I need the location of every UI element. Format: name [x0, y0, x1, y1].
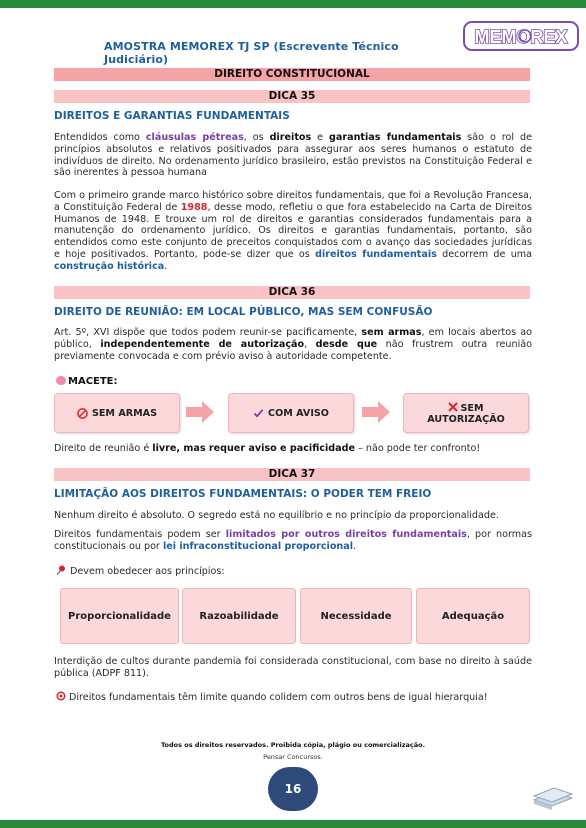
- principle-razoabilidade: Razoabilidade: [182, 588, 296, 644]
- dica36-summary: Direito de reunião é livre, mas requer aviso e pacificidade – não pode ter confronto!: [54, 443, 481, 454]
- page-number: 16: [268, 767, 318, 811]
- dica35-paragraph-2: Com o primeiro grande marco histórico sobre direitos fundamentais, que foi a Revolução Francesa, a Constituição Federal de 1988, desse modo, refletiu o que fora estabelecido na Carta de Direitos Humanos de 1948. E trouxe um rol de direitos e garantias considerados fundamentais para a manutenção do ordenamento jurídico. Os direitos e garantias fundamentais, portanto, são entendidos como este conjunto de preceitos conquistados com o avanço das sociedades jurídicas e hoje positivados. Portanto, pode-se dizer que os direitos fundamentais decorrem de uma construção histórica.: [54, 190, 532, 272]
- dica37-paragraph-1: Nenhum direito é absoluto. O segredo está no equilíbrio e no princípio da proporcionalidade.: [54, 510, 499, 521]
- principle-proporcionalidade: Proporcionalidade: [60, 588, 179, 644]
- arrow-right-icon: [362, 401, 390, 423]
- dica35-band: DICA 35: [54, 90, 530, 103]
- brain-icon: [56, 376, 66, 385]
- step-sem-autorizacao: SEM AUTORIZAÇÃO: [403, 393, 529, 433]
- header-title: AMOSTRA MEMOREX TJ SP (Escrevente Técnico Judiciário): [104, 40, 399, 66]
- discipline-band: DIREITO CONSTITUCIONAL: [54, 68, 530, 81]
- no-entry-icon: [77, 408, 88, 419]
- cross-icon: [448, 402, 458, 412]
- principle-necessidade: Necessidade: [300, 588, 412, 644]
- dica37-title: LIMITAÇÃO AOS DIREITOS FUNDAMENTAIS: O PODER TEM FREIO: [54, 488, 432, 500]
- dica37-paragraph-4: Direitos fundamentais têm limite quando colidem com outros bens de igual hierarquia!: [56, 691, 534, 704]
- dica36-title: DIREITO DE REUNIÃO: EM LOCAL PÚBLICO, MAS SEM CONFUSÃO: [54, 306, 433, 318]
- principles-intro: Devem obedecer aos princípios:: [56, 565, 534, 578]
- footer-rights: Todos os direitos reservados. Proibida cópia, plágio ou comercialização.: [160, 741, 426, 749]
- pushpin-icon: [56, 565, 66, 575]
- dica36-paragraph-1: Art. 5º, XVI dispõe que todos podem reunir-se pacificamente, sem armas, em locais abertos ao público, independentemente de autorização, desde que não frustrem outra reunião previamente convocada e com prévio aviso à autoridade competente.: [54, 327, 532, 362]
- svg-text:MEMOREX: MEMOREX: [474, 27, 568, 47]
- footer-brand: Pensar Concursos.: [263, 753, 323, 761]
- dica37-band: DICA 37: [54, 468, 530, 481]
- step-sem-armas: SEM ARMAS: [54, 393, 180, 433]
- dica37-paragraph-3: Interdição de cultos durante pandemia foi considerada constitucional, com base no direito à saúde pública (ADPF 811).: [54, 656, 532, 679]
- check-icon: [253, 408, 264, 418]
- target-icon: [56, 691, 66, 701]
- dica35-title: DIREITOS E GARANTIAS FUNDAMENTAIS: [54, 110, 290, 122]
- arrow-right-icon: [186, 401, 214, 423]
- books-icon: [530, 786, 576, 810]
- dica37-paragraph-2: Direitos fundamentais podem ser limitados por outros direitos fundamentais, por normas constitucionais ou por lei infraconstitucional proporcional.: [54, 529, 532, 552]
- dica36-band: DICA 36: [54, 286, 530, 299]
- principle-adequacao: Adequação: [416, 588, 530, 644]
- step-com-aviso: COM AVISO: [228, 393, 354, 433]
- bottom-accent-bar: [0, 820, 586, 828]
- macete-label: MACETE:: [56, 376, 118, 387]
- dica35-paragraph-1: Entendidos como cláusulas pétreas, os direitos e garantias fundamentais são o rol de princípios absolutos e relativos positivados para assegurar aos seres humanos o estatuto de indivíduos de direito. No ordenamento jurídico brasileiro, estão previstos na Constituição Federal e são inerentes à pessoa humana: [54, 132, 532, 179]
- memorex-logo: [462, 16, 580, 56]
- top-accent-bar: [0, 0, 586, 8]
